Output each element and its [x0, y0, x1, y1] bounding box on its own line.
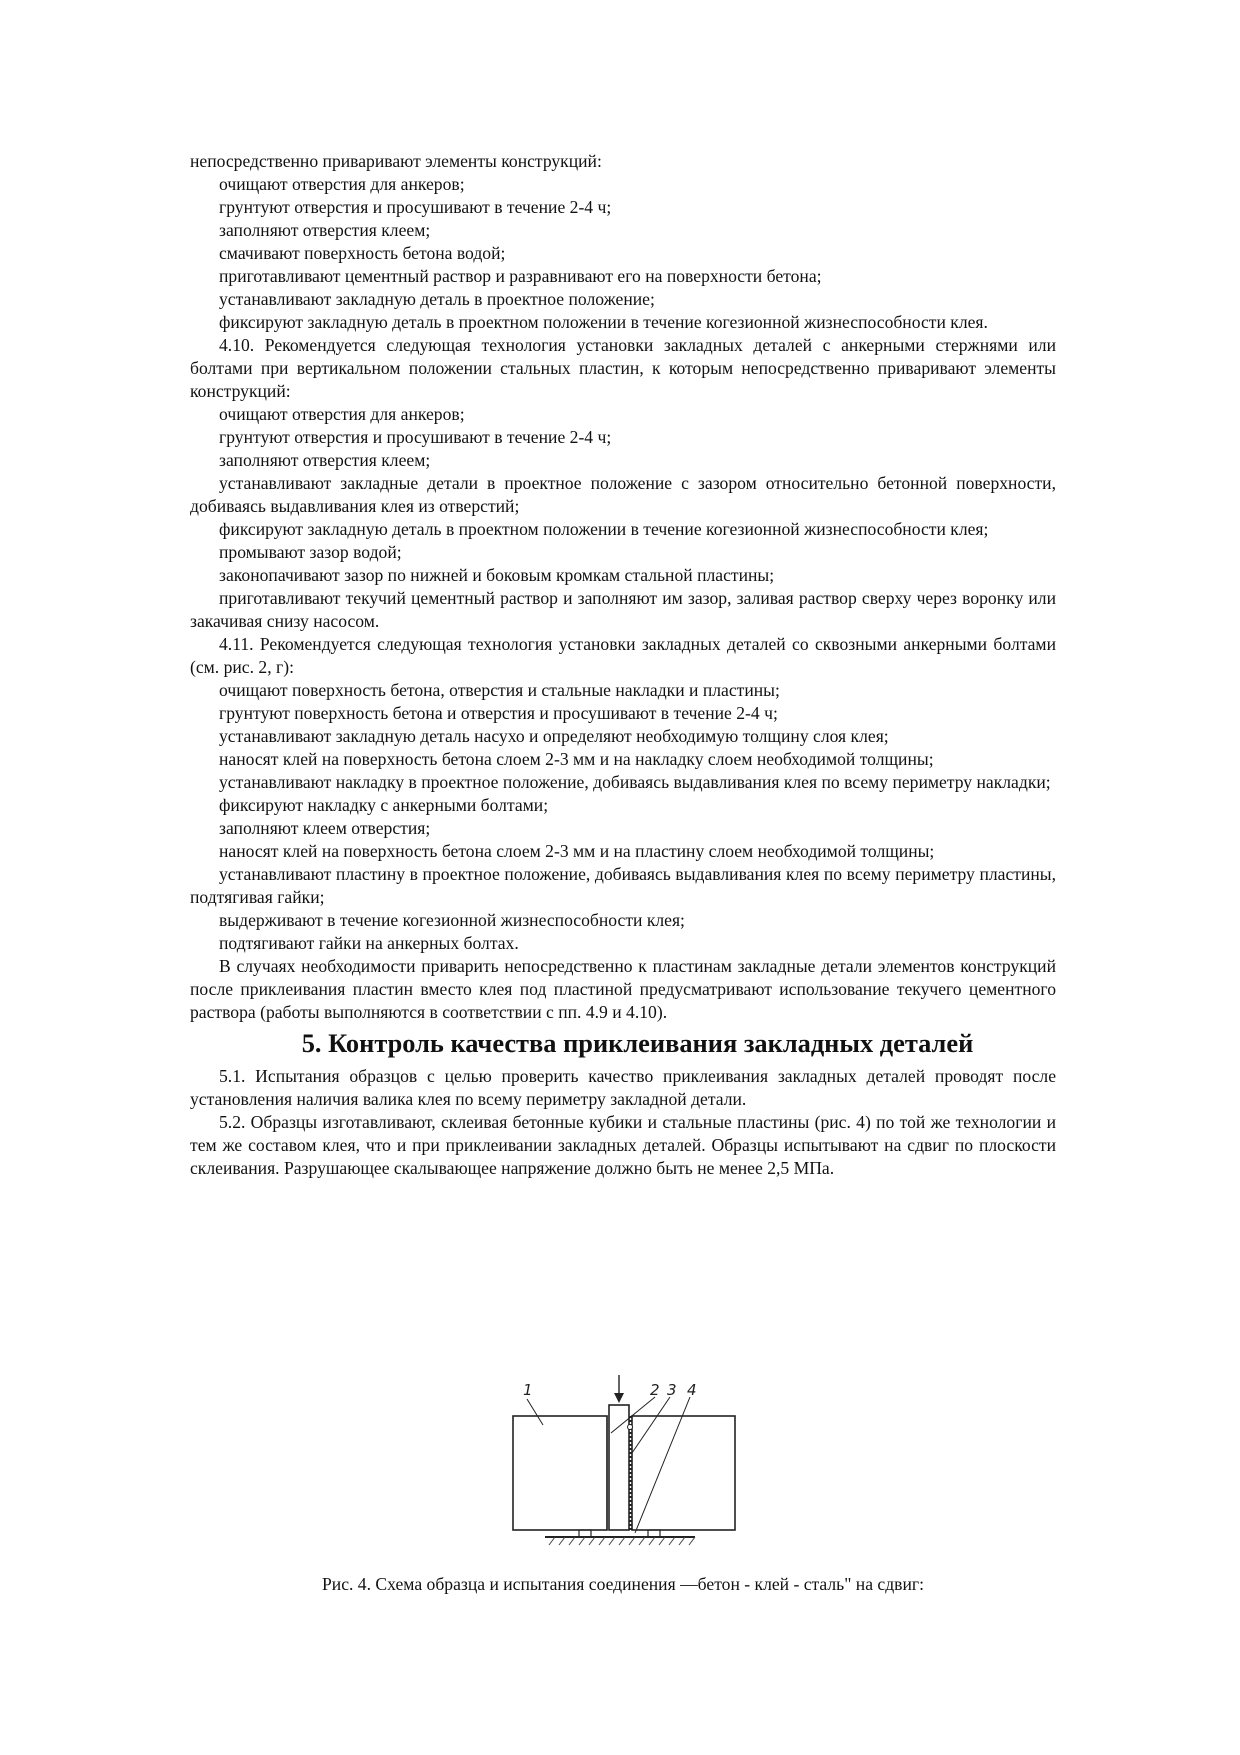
paragraph: В случаях необходимости приварить непосредственно к пластинам закладные детали элементов конструкций после приклеивания пластин вместо клея под пластиной предусматривают использование текучего цементного раствора (работы выполняются в соответствии с пп. 4.9 и 4.10). [190, 956, 1056, 1022]
paragraph: выдерживают в течение когезионной жизнеспособности клея; [219, 910, 685, 930]
paragraph: фиксируют накладку с анкерными болтами; [219, 795, 549, 815]
paragraph: смачивают поверхность бетона водой; [219, 243, 506, 263]
paragraph: устанавливают пластину в проектное положение, добиваясь выдавливания клея по всему периметру пластины, подтягивая гайки; [190, 864, 1056, 907]
specimen-diagram [505, 1375, 745, 1551]
paragraph: непосредственно приваривают элементы конструкций: [190, 151, 602, 171]
section-5-text [190, 1065, 1056, 1180]
concrete-block-right [632, 1416, 735, 1530]
paragraph: устанавливают закладные детали в проектное положение с зазором относительно бетонной поверхности, добиваясь выдавливания клея из отверстий; [190, 473, 1056, 516]
label-3: 3 [667, 1381, 677, 1399]
paragraph-5-1: 5.1. Испытания образцов с целью проверить качество приклеивания закладных деталей проводят после установления наличия валика клея по всему периметру закладной детали. [190, 1066, 1056, 1109]
paragraph: устанавливают накладку в проектное положение, добиваясь выдавливания клея по всему периметру накладки; [219, 772, 1051, 792]
paragraph: грунтуют отверстия и просушивают в течение 2-4 ч; [219, 427, 612, 447]
concrete-block-left [513, 1416, 607, 1530]
steel-plate [609, 1405, 629, 1530]
base-hatching [549, 1537, 695, 1545]
leader-line-3 [632, 1397, 670, 1453]
label-1: 1 [523, 1381, 533, 1399]
paragraph: наносят клей на поверхность бетона слоем 2-3 мм и на накладку слоем необходимой толщины; [219, 749, 934, 769]
load-arrowhead [614, 1393, 624, 1403]
paragraph-4-11: 4.11. Рекомендуется следующая технология установки закладных деталей со сквозными анкерными болтами (см. рис. 2, г): [190, 634, 1056, 677]
paragraph-4-10: 4.10. Рекомендуется следующая технология установки закладных деталей с анкерными стержнями или болтами при вертикальном положении стальных пластин, к которым непосредственно приваривают элементы конструкций: [190, 335, 1056, 401]
paragraph: заполняют отверстия клеем; [219, 450, 431, 470]
document-body [190, 150, 1056, 1180]
support-left [579, 1530, 591, 1537]
paragraph: законопачивают зазор по нижней и боковым кромкам стальной пластины; [219, 565, 775, 585]
paragraph-5-2: 5.2. Образцы изготавливают, склеивая бетонные кубики и стальные пластины (рис. 4) по той же технологии и тем же составом клея, что и при приклеивании закладных деталей. Образцы испытывают на сдвиг по плоскости склеивания. Разрушающее скалывающее напряжение должно быть не менее 2,5 МПа. [190, 1112, 1056, 1178]
leader-line-4 [635, 1397, 690, 1533]
paragraph: фиксируют закладную деталь в проектном положении в течение когезионной жизнеспособности клея; [219, 519, 989, 539]
paragraph: приготавливают текучий цементный раствор и заполняют им зазор, заливая раствор сверху через воронку или закачивая снизу насосом. [190, 588, 1056, 631]
leader-line-2 [611, 1397, 655, 1433]
paragraph: очищают отверстия для анкеров; [219, 404, 465, 424]
paragraph: фиксируют закладную деталь в проектном положении в течение когезионной жизнеспособности клея. [219, 312, 988, 332]
gauge-point [628, 1425, 633, 1430]
section-5-heading: 5. Контроль качества приклеивания закладных деталей [301, 1028, 974, 1058]
paragraph: очищают поверхность бетона, отверстия и стальные накладки и пластины; [219, 680, 780, 700]
figure-4-diagram [505, 1375, 745, 1551]
section-4-text [190, 150, 1056, 1024]
paragraph: приготавливают цементный раствор и разравнивают его на поверхности бетона; [219, 266, 822, 286]
paragraph: очищают отверстия для анкеров; [219, 174, 465, 194]
paragraph: подтягивают гайки на анкерных болтах. [219, 933, 519, 953]
paragraph: заполняют клеем отверстия; [219, 818, 431, 838]
figure-caption: Рис. 4. Схема образца и испытания соединения ―бетон - клей - сталь" на сдвиг: [322, 1574, 924, 1594]
label-4: 4 [687, 1381, 697, 1399]
paragraph: устанавливают закладную деталь в проектное положение; [219, 289, 655, 309]
paragraph: устанавливают закладную деталь насухо и определяют необходимую толщину слоя клея; [219, 726, 889, 746]
support-right [648, 1530, 660, 1537]
paragraph: промывают зазор водой; [219, 542, 402, 562]
leader-line-1 [527, 1399, 543, 1425]
paragraph: заполняют отверстия клеем; [219, 220, 431, 240]
label-2: 2 [650, 1381, 660, 1399]
paragraph: наносят клей на поверхность бетона слоем 2-3 мм и на пластину слоем необходимой толщины; [219, 841, 935, 861]
paragraph: грунтуют поверхность бетона и отверстия и просушивают в течение 2-4 ч; [219, 703, 778, 723]
paragraph: грунтуют отверстия и просушивают в течение 2-4 ч; [219, 197, 612, 217]
